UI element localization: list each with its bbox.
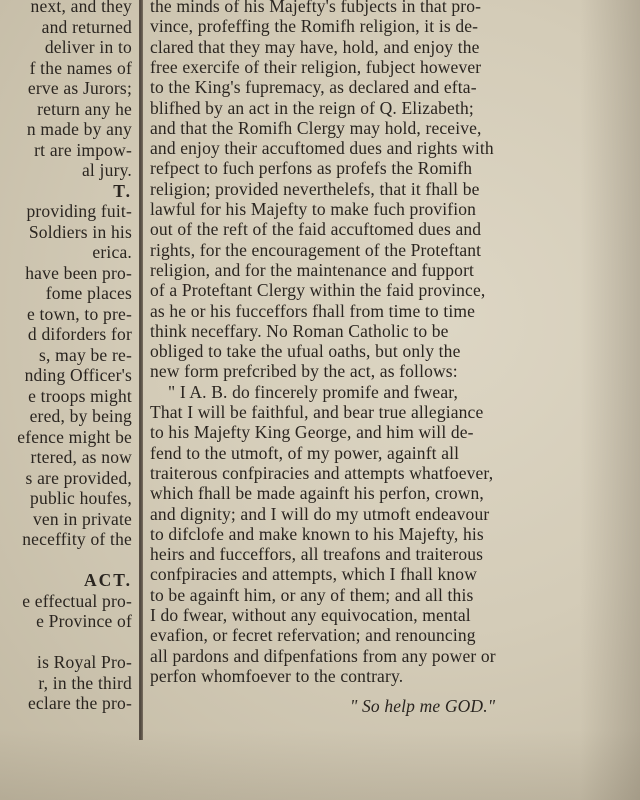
left-column-text — [0, 0, 134, 730]
left-column-line: r, in the third — [38, 672, 132, 693]
main-column-line: evafion, or fecret refervation; and renouncing — [150, 625, 476, 646]
left-column-line: ered, by being — [29, 406, 132, 426]
left-column-line: e town, to pre- — [26, 303, 132, 324]
left-column-line: eclare the pro- — [27, 693, 132, 713]
left-column-line: n made by any — [26, 119, 132, 139]
left-column-line: e troops might — [28, 385, 132, 406]
main-column-line: to his Majefty King George, and him will de- — [150, 422, 474, 443]
main-column-line: vince, profeffing the Romifh religion, it is de- — [150, 16, 479, 37]
main-column-line: rights, for the encouragement of the Proteftant — [150, 239, 482, 260]
main-column-line: perfon whomfoever to the contrary. — [150, 665, 404, 686]
main-column-line: to be againft him, or any of them; and all this — [150, 584, 474, 605]
main-column-line: " I A. B. do fincerely promife and fwear, — [168, 381, 459, 402]
left-column-line: rt are impow- — [34, 139, 132, 160]
main-column-line: as he or his fucceffors fhall from time to time — [150, 300, 476, 321]
left-column-line: nding Officer's — [24, 365, 132, 385]
left-column-line: neceffity of the — [22, 529, 132, 549]
left-column-line: deliver in to — [44, 37, 132, 57]
left-column-line: ven in private — [32, 508, 132, 529]
left-column-line: efence might be — [17, 426, 132, 447]
left-column-line: e effectual pro- — [22, 590, 132, 611]
page-bottom-shadow — [0, 730, 640, 800]
main-column-line: obliged to take the ufual oaths, but only the — [150, 341, 461, 362]
left-column-line: erica. — [92, 242, 132, 262]
main-column-line: lawful for his Majefty to make fuch provifion — [150, 199, 477, 219]
main-column-line: all pardons and difpenfations from any power or — [150, 645, 496, 666]
left-column-line: s are provided, — [25, 467, 132, 488]
left-column-line: Soldiers in his — [28, 221, 132, 242]
left-column-line: rtered, as now — [30, 447, 132, 467]
left-column-line: public houfes, — [30, 488, 132, 508]
main-column-line: refpect to fuch perfons as profefs the Romifh — [150, 158, 473, 179]
left-column-line: return any he — [37, 98, 132, 119]
left-column-line: is Royal Pro- — [37, 652, 132, 672]
main-column-line: blifhed by an act in the reign of Q. Elizabeth; — [150, 97, 474, 118]
left-column-line: ACT. — [83, 570, 132, 590]
left-column-line: e Province of — [36, 611, 132, 631]
left-column-line: next, and they — [30, 0, 132, 16]
main-column-line: I do fwear, without any equivocation, mental — [150, 605, 471, 625]
left-column-line: fome places — [45, 283, 132, 303]
main-column-line: and that the Romifh Clergy may hold, receive, — [150, 117, 482, 138]
main-column-line: to the King's fupremacy, as declared and efta- — [150, 77, 477, 98]
main-column-line: heirs and fucceffors, all treafons and traiterous — [150, 544, 484, 565]
main-column-line: religion; provided neverthelefs, that it fhall be — [150, 178, 480, 199]
main-column-line: clared that they may have, hold, and enjoy the — [150, 36, 480, 57]
main-column-line: think neceffary. No Roman Catholic to be — [150, 320, 449, 341]
main-column-text — [150, 0, 580, 740]
main-column-line: religion, and for the maintenance and fupport — [150, 259, 475, 280]
left-column-line: providing fuit- — [26, 201, 132, 221]
left-column-line: s, may be re- — [39, 344, 132, 365]
main-column-line: to difclofe and make known to his Majefty, his — [150, 523, 484, 544]
main-column-line: out of the reft of the faid accuftomed dues and — [150, 219, 482, 240]
left-column-line: f the names of — [29, 57, 132, 78]
main-column-line: confpiracies and attempts, which I fhall know — [150, 564, 477, 585]
left-column-line: and returned — [41, 16, 132, 37]
page-edge-shadow — [580, 0, 640, 800]
left-column-line: have been pro- — [25, 262, 132, 283]
column-rule — [139, 0, 143, 740]
left-column-line: d diforders for — [27, 324, 132, 344]
main-column-line: which fhall be made againft his perfon, crown, — [150, 483, 484, 504]
main-column-line: of a Proteftant Clergy within the faid province, — [150, 280, 486, 301]
main-column-line: fend to the utmoft, of my power, againft all — [150, 442, 460, 463]
main-column-line: traiterous confpiracies and attempts whatfoever, — [150, 462, 494, 483]
left-column-line: T. — [113, 180, 132, 201]
left-column-line: al jury. — [81, 160, 132, 180]
left-column-line: erve as Jurors; — [27, 78, 132, 98]
closing-oath-line: " So help me GOD." — [350, 696, 496, 717]
main-column-line: and enjoy their accuftomed dues and rights with — [150, 138, 494, 159]
main-column-line: That I will be faithful, and bear true allegiance — [150, 402, 484, 422]
main-column-line: and dignity; and I will do my utmoft endeavour — [150, 503, 490, 524]
main-column-line: the minds of his Majefty's fubjects in that pro- — [150, 0, 482, 16]
main-column-line: free exercife of their religion, fubject however — [150, 56, 482, 77]
main-column-line: new form prefcribed by the act, as follows: — [150, 361, 458, 382]
